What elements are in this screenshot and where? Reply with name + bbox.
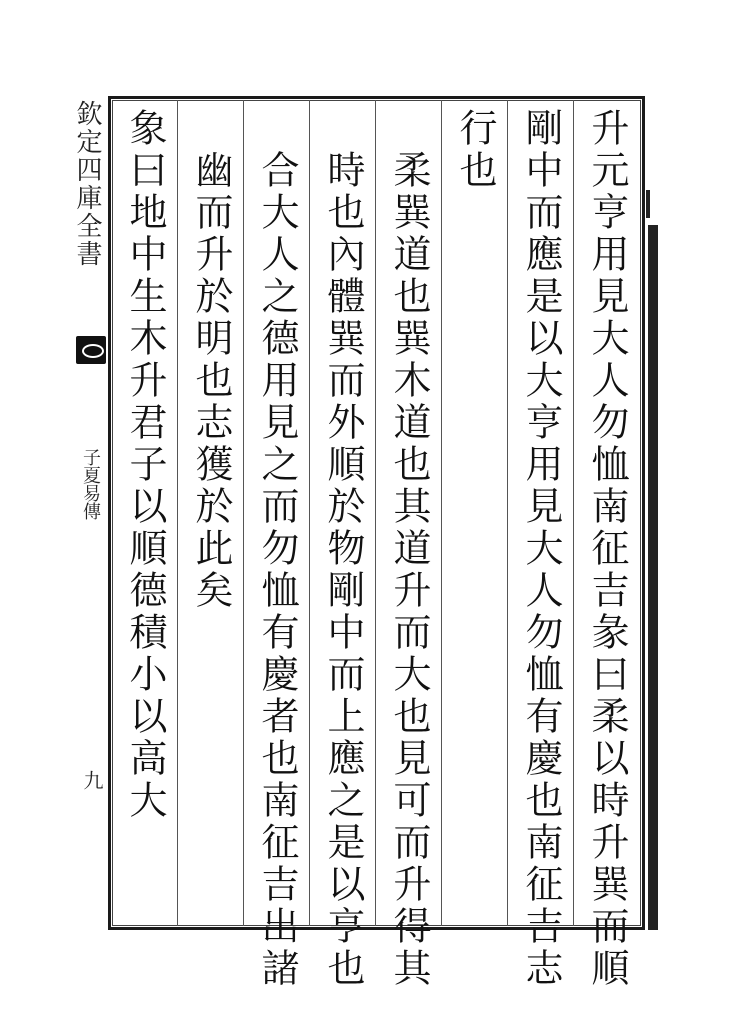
text-column-4: 柔巽道也巽木道也其道升而大也見可而升得其: [387, 150, 431, 990]
text-column-8: 象曰地中生木升君子以順德積小以高大: [123, 108, 167, 822]
column-divider: [507, 100, 508, 926]
text-column-3: 行也: [453, 108, 497, 192]
fish-tail-mark-icon: [76, 336, 106, 364]
margin-collection-title: 欽定四庫全書: [72, 100, 102, 268]
text-column-1: 升元亨用見大人勿恤南征吉彖曰柔以時升巽而順: [585, 108, 629, 990]
text-column-2: 剛中而應是以大亨用見大人勿恤有慶也南征吉志: [519, 108, 563, 990]
text-column-5: 時也內體巽而外順於物剛中而上應之是以亨也: [321, 150, 365, 990]
spine-mark: [646, 190, 650, 218]
column-divider: [177, 100, 178, 926]
page-spine: [648, 225, 658, 930]
text-column-6: 合大人之德用見之而勿恤有慶者也南征吉出諸: [255, 150, 299, 990]
column-divider: [243, 100, 244, 926]
column-divider: [309, 100, 310, 926]
column-divider: [573, 100, 574, 926]
column-divider: [375, 100, 376, 926]
text-column-7: 幽而升於明也志獲於此矣: [189, 150, 233, 612]
margin-book-title: 子夏易傳: [80, 448, 101, 520]
column-divider: [441, 100, 442, 926]
margin-page-number: 九: [80, 770, 104, 790]
